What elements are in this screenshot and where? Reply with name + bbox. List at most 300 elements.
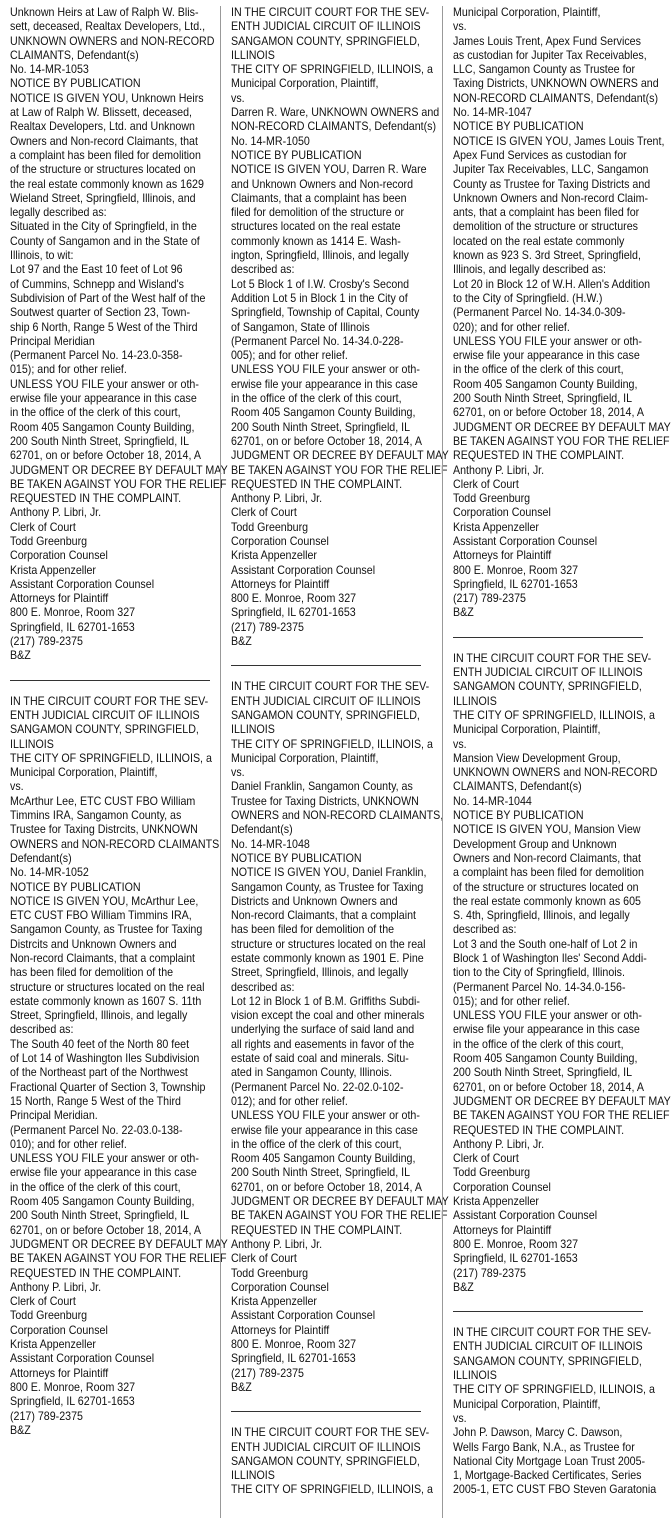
notice-line: JUDGMENT OR DECREE BY DEFAULT MAY: [231, 449, 449, 463]
notice-line: NOTICE IS GIVEN YOU, Unknown Heirs: [10, 91, 204, 105]
notice-line: Clerk of Court: [231, 506, 297, 520]
notice-line: Room 405 Sangamon County Building,: [231, 406, 416, 420]
notice-line: Anthony P. Libri, Jr.: [453, 1137, 545, 1151]
notice-line: Subdivision of Part of the West half of the: [10, 291, 206, 305]
notice-divider: [10, 680, 210, 681]
notice-line: (217) 789-2375: [10, 1409, 83, 1423]
notice-line: to the City of Springfield. (H.W.): [453, 291, 603, 305]
notice-line: No. 14-MR-1048: [231, 837, 310, 851]
notice-line: NON-RECORD CLAIMANTS, Defendant(s): [231, 120, 437, 134]
notice-line: ship 6 North, Range 5 West of the Third: [10, 320, 198, 334]
notice-line: of Sangamon, State of Illinois: [231, 320, 370, 334]
notice-line: Anthony P. Libri, Jr.: [10, 1280, 102, 1294]
notice-line: ILLINOIS: [10, 737, 54, 751]
notice-line: Attorneys for Plaintiff: [231, 1323, 330, 1337]
notice-line: in the office of the clerk of this court,: [10, 1180, 181, 1194]
notice-line: Todd Greenburg: [231, 1266, 309, 1280]
notice-line: of the Northeast part of the Northwest: [10, 1066, 188, 1080]
notice-line: JUDGMENT OR DECREE BY DEFAULT MAY: [10, 463, 228, 477]
notice-line: 1, Mortgage-Backed Certificates, Series: [453, 1469, 642, 1483]
notice-line: No. 14-MR-1047: [453, 106, 532, 120]
notice-line: described as:: [231, 263, 295, 277]
notice-line: Claimants, that a complaint has been: [231, 191, 407, 205]
notice-line: Krista Appenzeller: [453, 520, 539, 534]
notice-line: tion to the City of Springfield, Illinois.: [453, 966, 625, 980]
notice-line: Districts and Unknown Owners and: [231, 894, 398, 908]
notice-line: IN THE CIRCUIT COURT FOR THE SEV-: [231, 6, 430, 19]
notice-line: Room 405 Sangamon County Building,: [453, 1052, 638, 1066]
notice-line: legally described as:: [10, 206, 107, 220]
notice-line: known as 923 S. 3rd Street, Springfield,: [453, 249, 641, 263]
notice-line: in the office of the clerk of this court,: [231, 392, 402, 406]
notice-line: ated in Sangamon County, Illinois.: [231, 1066, 393, 1080]
notice-line: JUDGMENT OR DECREE BY DEFAULT MAY: [453, 420, 671, 434]
notice-line: NOTICE BY PUBLICATION: [453, 809, 584, 823]
notice-line: NOTICE IS GIVEN YOU, McArthur Lee,: [10, 894, 199, 908]
notice-line: Principal Meridian: [10, 334, 95, 348]
notice-line: 800 E. Monroe, Room 327: [453, 1237, 579, 1251]
notice-line: erwise file your appearance in this case: [10, 392, 197, 406]
notice-line: McArthur Lee, ETC CUST FBO William: [10, 794, 196, 808]
notice-line: Sangamon County, as Trustee for Taxing: [10, 923, 203, 937]
notice-line: 012); and for other relief.: [231, 1094, 348, 1108]
notice-line: The South 40 feet of the North 80 feet: [10, 1037, 190, 1051]
notice-line: 62701, on or before October 18, 2014, A: [453, 406, 644, 420]
notice-line: Lot 12 in Block 1 of B.M. Griffiths Subdi-: [231, 994, 420, 1008]
notice-line: ILLINOIS: [231, 48, 275, 62]
notice-line: THE CITY OF SPRINGFIELD, ILLINOIS, a: [231, 737, 433, 751]
notice-line: Sangamon County, as Trustee for Taxing: [231, 880, 424, 894]
notice-line: B&Z: [453, 606, 474, 620]
notice-line: Apex Fund Services as custodian for: [453, 148, 627, 162]
notice-line: ILLINOIS: [453, 694, 497, 708]
notice-line: Anthony P. Libri, Jr.: [231, 492, 323, 506]
notice-line: ILLINOIS: [231, 1469, 275, 1483]
notice-line: 005); and for other relief.: [231, 349, 348, 363]
notice-line: Anthony P. Libri, Jr.: [231, 1237, 323, 1251]
notice-line: Attorneys for Plaintiff: [231, 577, 330, 591]
notice-line: NON-RECORD CLAIMANTS, Defendant(s): [453, 91, 659, 105]
notice-line: Attorneys for Plaintiff: [453, 1223, 552, 1237]
notice-line: Defendant(s): [231, 823, 293, 837]
notice-line: ENTH JUDICIAL CIRCUIT OF ILLINOIS: [231, 1440, 421, 1454]
notice-line: 800 E. Monroe, Room 327: [10, 606, 136, 620]
notice-line: Unknown Owners and Non-record Claim-: [453, 191, 649, 205]
notice-line: Wieland Street, Springfield, Illinois, and: [10, 191, 196, 205]
notice-line: filed for demolition of the structure or: [231, 206, 405, 220]
notice-line: ENTH JUDICIAL CIRCUIT OF ILLINOIS: [231, 20, 421, 34]
notice-line: S. 4th, Springfield, Illinois, and legally: [453, 909, 630, 923]
legal-notice: [231, 680, 449, 1395]
notice-line: Springfield, IL 62701-1653: [231, 1352, 356, 1366]
notice-line: vs.: [453, 20, 467, 34]
notice-line: the real estate commonly known as 1629: [10, 177, 204, 191]
notice-line: UNKNOWN OWNERS and NON-RECORD: [10, 34, 215, 48]
notice-line: Lot 5 Block 1 of I.W. Crosby's Second: [231, 277, 410, 291]
notice-line: Unknown Heirs at Law of Ralph W. Blis-: [10, 6, 199, 19]
notice-line: Assistant Corporation Counsel: [231, 563, 376, 577]
notice-line: a complaint has been filed for demolition: [10, 148, 201, 162]
notice-line: (Permanent Parcel No. 22-02.0-102-: [231, 1080, 404, 1094]
notice-line: Springfield, IL 62701-1653: [10, 1395, 135, 1409]
notice-line: Owners and Non-record Claimants, that: [453, 851, 641, 865]
notice-line: 200 South Ninth Street, Springfield, IL: [453, 392, 633, 406]
notice-line: has been filed for demolition of the: [231, 923, 395, 937]
notice-line: ENTH JUDICIAL CIRCUIT OF ILLINOIS: [453, 1340, 643, 1354]
notice-line: THE CITY OF SPRINGFIELD, ILLINOIS, a: [231, 1483, 433, 1497]
notice-line: erwise file your appearance in this case: [231, 377, 418, 391]
notice-line: Taxing Districts, UNKNOWN OWNERS and: [453, 77, 659, 91]
notice-line: Development Group and Unknown: [453, 837, 617, 851]
notice-line: UNKNOWN OWNERS and NON-RECORD: [453, 766, 658, 780]
notice-line: NOTICE IS GIVEN YOU, Darren R. Ware: [231, 163, 427, 177]
notice-line: Assistant Corporation Counsel: [453, 1209, 598, 1223]
notice-line: Assistant Corporation Counsel: [10, 1352, 155, 1366]
notice-line: UNLESS YOU FILE your answer or oth-: [231, 1109, 420, 1123]
notice-line: Trustee for Taxing Distrcits, UNKNOWN: [10, 823, 198, 837]
notice-line: Illinois, to wit:: [10, 249, 74, 263]
notice-line: UNLESS YOU FILE your answer or oth-: [10, 377, 199, 391]
notice-line: erwise file your appearance in this case: [453, 349, 640, 363]
notice-line: Soutwest quarter of Section 23, Town-: [10, 306, 191, 320]
notice-line: Room 405 Sangamon County Building,: [10, 420, 195, 434]
notice-line: Todd Greenburg: [453, 1166, 531, 1180]
notice-line: NOTICE IS GIVEN YOU, James Louis Trent,: [453, 134, 665, 148]
notice-line: Todd Greenburg: [10, 534, 88, 548]
notice-line: BE TAKEN AGAINST YOU FOR THE RELIEF: [10, 477, 227, 491]
notice-line: REQUESTED IN THE COMPLAINT.: [10, 1266, 182, 1280]
notice-line: Clerk of Court: [453, 477, 519, 491]
notice-line: Room 405 Sangamon County Building,: [231, 1152, 416, 1166]
notice-line: SANGAMON COUNTY, SPRINGFIELD,: [453, 1354, 642, 1368]
notice-line: Springfield, IL 62701-1653: [231, 606, 356, 620]
notice-line: SANGAMON COUNTY, SPRINGFIELD,: [453, 680, 642, 694]
notice-line: Addition Lot 5 in Block 1 in the City of: [231, 291, 408, 305]
notice-line: sett, deceased, Realtax Developers, Ltd.,: [10, 20, 206, 34]
notice-line: No. 14-MR-1050: [231, 134, 310, 148]
notice-line: described as:: [231, 980, 295, 994]
notice-line: B&Z: [231, 635, 252, 649]
notice-line: County as Trustee for Taxing Districts and: [453, 177, 651, 191]
notice-line: vision except the coal and other minerals: [231, 1009, 425, 1023]
notice-line: UNLESS YOU FILE your answer or oth-: [10, 1152, 199, 1166]
notice-line: Springfield, IL 62701-1653: [453, 1252, 578, 1266]
notice-line: B&Z: [10, 649, 31, 663]
notice-line: James Louis Trent, Apex Fund Services: [453, 34, 641, 48]
notice-line: described as:: [10, 1023, 74, 1037]
notice-line: IN THE CIRCUIT COURT FOR THE SEV-: [10, 694, 209, 708]
notice-line: structures located on the real estate: [231, 220, 401, 234]
notice-line: in the office of the clerk of this court,: [453, 1037, 624, 1051]
notice-line: (Permanent Parcel No. 14-34.0-228-: [231, 334, 404, 348]
notice-line: a complaint has been filed for demolition: [453, 866, 644, 880]
notice-line: THE CITY OF SPRINGFIELD, ILLINOIS, a: [453, 708, 655, 722]
legal-notice: [453, 651, 671, 1295]
notice-line: (217) 789-2375: [231, 620, 304, 634]
notice-line: Municipal Corporation, Plaintiff,: [453, 723, 601, 737]
notice-line: Room 405 Sangamon County Building,: [10, 1195, 195, 1209]
notice-line: of the structure or structures located on: [10, 163, 196, 177]
notice-line: Attorneys for Plaintiff: [10, 592, 109, 606]
legal-notice: [10, 694, 228, 1438]
notice-line: B&Z: [453, 1280, 474, 1294]
notice-line: Todd Greenburg: [231, 520, 309, 534]
notice-line: BE TAKEN AGAINST YOU FOR THE RELIEF: [231, 463, 448, 477]
notice-line: Illinois, and legally described as:: [453, 263, 606, 277]
notice-line: described as:: [453, 923, 517, 937]
notice-line: 020); and for other relief.: [453, 320, 570, 334]
notice-line: Corporation Counsel: [10, 1323, 108, 1337]
notice-line: Realtax Developers, Ltd. and Unknown: [10, 120, 195, 134]
notice-line: 62701, on or before October 18, 2014, A: [231, 434, 422, 448]
notice-line: 15 North, Range 5 West of the Third: [10, 1094, 181, 1108]
notice-line: OWNERS and NON-RECORD CLAIMANTS,: [231, 809, 444, 823]
notice-line: located on the real estate commonly: [453, 234, 625, 248]
notice-line: Assistant Corporation Counsel: [453, 534, 598, 548]
notice-line: structure or structures located on the real: [231, 937, 426, 951]
notice-line: 200 South Ninth Street, Springfield, IL: [453, 1066, 633, 1080]
notice-line: Defendant(s): [10, 851, 72, 865]
notice-line: Corporation Counsel: [231, 534, 329, 548]
notice-line: (217) 789-2375: [453, 1266, 526, 1280]
notice-line: Room 405 Sangamon County Building,: [453, 377, 638, 391]
notice-line: Springfield, Township of Capital, County: [231, 306, 420, 320]
notice-line: SANGAMON COUNTY, SPRINGFIELD,: [10, 723, 199, 737]
notice-line: B&Z: [10, 1423, 31, 1437]
notice-line: vs.: [231, 766, 245, 780]
notice-line: Clerk of Court: [453, 1152, 519, 1166]
notice-line: ILLINOIS: [231, 723, 275, 737]
notice-line: at Law of Ralph W. Blissett, deceased,: [10, 106, 193, 120]
notice-line: Street, Springfield, Illinois, and legally: [231, 966, 409, 980]
notice-line: UNLESS YOU FILE your answer or oth-: [453, 334, 642, 348]
notice-line: THE CITY OF SPRINGFIELD, ILLINOIS, a: [231, 63, 433, 77]
notice-line: 200 South Ninth Street, Springfield, IL: [231, 420, 411, 434]
notice-line: Clerk of Court: [10, 1295, 76, 1309]
notice-line: Municipal Corporation, Plaintiff,: [453, 6, 601, 19]
notice-line: 015); and for other relief.: [10, 363, 127, 377]
notice-line: UNLESS YOU FILE your answer or oth-: [453, 1009, 642, 1023]
notice-line: in the office of the clerk of this court,: [10, 406, 181, 420]
notice-line: National City Mortgage Loan Trust 2005-: [453, 1454, 646, 1468]
notice-line: ants, that a complaint has been filed for: [453, 206, 640, 220]
notice-line: vs.: [453, 737, 467, 751]
notice-line: SANGAMON COUNTY, SPRINGFIELD,: [231, 708, 420, 722]
legal-notice: [10, 6, 228, 664]
notice-line: and Unknown Owners and Non-record: [231, 177, 414, 191]
notice-line: LLC, Sangamon County as Trustee for: [453, 63, 636, 77]
notice-line: Clerk of Court: [231, 1252, 297, 1266]
notice-line: Krista Appenzeller: [231, 1295, 317, 1309]
notice-line: Krista Appenzeller: [453, 1195, 539, 1209]
notice-line: IN THE CIRCUIT COURT FOR THE SEV-: [231, 1426, 430, 1440]
notice-line: BE TAKEN AGAINST YOU FOR THE RELIEF: [10, 1252, 227, 1266]
notice-line: Owners and Non-record Claimants, that: [10, 134, 198, 148]
notice-line: Lot 97 and the East 10 feet of Lot 96: [10, 263, 183, 277]
notice-line: in the office of the clerk of this court,: [231, 1137, 402, 1151]
notice-line: Timmins IRA, Sangamon County, as: [10, 809, 182, 823]
legal-notice: [231, 6, 449, 649]
notice-divider: [453, 637, 643, 638]
notice-line: Krista Appenzeller: [10, 1338, 96, 1352]
notice-line: has been filed for demolition of the: [10, 966, 174, 980]
notice-line: estate commonly known as 1607 S. 11th: [10, 994, 202, 1008]
notice-line: Corporation Counsel: [10, 549, 108, 563]
notice-line: Attorneys for Plaintiff: [10, 1366, 109, 1380]
notice-line: Distrcits and Unknown Owners and: [10, 937, 177, 951]
notice-line: erwise file your appearance in this case: [10, 1166, 197, 1180]
notice-line: vs.: [231, 91, 245, 105]
notice-line: Wells Fargo Bank, N.A., as Trustee for: [453, 1440, 635, 1454]
notice-line: Municipal Corporation, Plaintiff,: [231, 751, 379, 765]
notice-line: NOTICE BY PUBLICATION: [10, 880, 141, 894]
notice-line: ENTH JUDICIAL CIRCUIT OF ILLINOIS: [231, 694, 421, 708]
notice-line: (Permanent Parcel No. 14-34.0-156-: [453, 980, 626, 994]
notice-line: (Permanent Parcel No. 22-03.0-138-: [10, 1123, 183, 1137]
notice-line: Lot 3 and the South one-half of Lot 2 in: [453, 937, 638, 951]
notice-line: in the office of the clerk of this court,: [453, 363, 624, 377]
notice-line: 200 South Ninth Street, Springfield, IL: [231, 1166, 411, 1180]
notice-line: BE TAKEN AGAINST YOU FOR THE RELIEF: [231, 1209, 448, 1223]
notice-line: Anthony P. Libri, Jr.: [453, 463, 545, 477]
notice-line: of the structure or structures located on: [453, 880, 639, 894]
notice-line: THE CITY OF SPRINGFIELD, ILLINOIS, a: [10, 751, 212, 765]
notice-line: Non-record Claimants, that a complaint: [10, 952, 195, 965]
notice-line: JUDGMENT OR DECREE BY DEFAULT MAY: [453, 1094, 671, 1108]
notice-line: 200 South Ninth Street, Springfield, IL: [10, 1209, 190, 1223]
notice-line: Attorneys for Plaintiff: [453, 549, 552, 563]
notice-line: Springfield, IL 62701-1653: [10, 620, 135, 634]
notice-line: SANGAMON COUNTY, SPRINGFIELD,: [231, 1454, 420, 1468]
notice-line: No. 14-MR-1052: [10, 866, 89, 880]
column-2: [220, 6, 449, 1518]
notice-line: 015); and for other relief.: [453, 994, 570, 1008]
notice-line: underlying the surface of said land and: [231, 1023, 415, 1037]
notice-line: Municipal Corporation, Plaintiff,: [453, 1397, 601, 1411]
notice-line: 62701, on or before October 18, 2014, A: [231, 1180, 422, 1194]
notice-line: demolition of the structure or structures: [453, 220, 638, 234]
notice-line: (217) 789-2375: [10, 635, 83, 649]
notice-line: BE TAKEN AGAINST YOU FOR THE RELIEF: [453, 1109, 670, 1123]
notice-line: JUDGMENT OR DECREE BY DEFAULT MAY: [10, 1237, 228, 1251]
notice-line: Krista Appenzeller: [10, 563, 96, 577]
column-1: [10, 6, 228, 1518]
notice-line: Anthony P. Libri, Jr.: [10, 506, 102, 520]
notice-line: 800 E. Monroe, Room 327: [231, 592, 357, 606]
notice-divider: [453, 1311, 643, 1312]
notice-line: the real estate commonly known as 605: [453, 894, 641, 908]
notice-line: Todd Greenburg: [453, 492, 531, 506]
notice-line: UNLESS YOU FILE your answer or oth-: [231, 363, 420, 377]
notice-line: IN THE CIRCUIT COURT FOR THE SEV-: [231, 680, 430, 694]
notice-line: Clerk of Court: [10, 520, 76, 534]
notice-line: CLAIMANTS, Defendant(s): [10, 48, 139, 62]
notice-line: 62701, on or before October 18, 2014, A: [10, 1223, 201, 1237]
notice-line: ILLINOIS: [453, 1369, 497, 1383]
notice-line: IN THE CIRCUIT COURT FOR THE SEV-: [453, 651, 652, 665]
notice-line: ENTH JUDICIAL CIRCUIT OF ILLINOIS: [453, 666, 643, 680]
notice-line: Krista Appenzeller: [231, 549, 317, 563]
notice-line: (Permanent Parcel No. 14-23.0-358-: [10, 349, 183, 363]
notice-line: 800 E. Monroe, Room 327: [453, 563, 579, 577]
notice-line: SANGAMON COUNTY, SPRINGFIELD,: [231, 34, 420, 48]
notice-line: 800 E. Monroe, Room 327: [10, 1380, 136, 1394]
notice-line: B&Z: [231, 1380, 252, 1394]
notice-line: estate commonly known as 1901 E. Pine: [231, 952, 424, 965]
notice-line: Daniel Franklin, Sangamon County, as: [231, 780, 413, 794]
notice-line: estate of said coal and minerals. Situ-: [231, 1052, 409, 1066]
notice-line: THE CITY OF SPRINGFIELD, ILLINOIS, a: [453, 1383, 655, 1397]
notice-line: John P. Dawson, Marcy C. Dawson,: [453, 1426, 623, 1440]
notice-line: Lot 20 in Block 12 of W.H. Allen's Addition: [453, 277, 651, 291]
notice-line: ington, Springfield, Illinois, and legally: [231, 249, 409, 263]
notice-line: Non-record Claimants, that a complaint: [231, 909, 416, 923]
notice-line: NOTICE BY PUBLICATION: [231, 851, 362, 865]
notice-line: vs.: [453, 1411, 467, 1425]
legal-notice: [453, 1326, 657, 1498]
notice-line: (217) 789-2375: [453, 592, 526, 606]
notice-line: Trustee for Taxing Districts, UNKNOWN: [231, 794, 419, 808]
notice-line: all rights and easements in favor of the: [231, 1037, 415, 1051]
notice-line: Block 1 of Washington Iles' Second Addi-: [453, 952, 647, 965]
notice-line: NOTICE IS GIVEN YOU, Mansion View: [453, 823, 641, 837]
notice-line: REQUESTED IN THE COMPLAINT.: [453, 1123, 625, 1137]
notice-line: Mansion View Development Group,: [453, 751, 621, 765]
legal-notice: [453, 6, 671, 621]
notice-line: erwise file your appearance in this case: [453, 1023, 640, 1037]
notice-line: No. 14-MR-1053: [10, 63, 89, 77]
notice-line: 62701, on or before October 18, 2014, A: [10, 449, 201, 463]
notice-line: IN THE CIRCUIT COURT FOR THE SEV-: [453, 1326, 652, 1340]
notice-line: NOTICE IS GIVEN YOU, Daniel Franklin,: [231, 866, 427, 880]
notice-line: Municipal Corporation, Plaintiff,: [231, 77, 379, 91]
notice-line: NOTICE BY PUBLICATION: [231, 148, 362, 162]
notice-line: No. 14-MR-1044: [453, 794, 532, 808]
notice-line: as custodian for Jupiter Tax Receivables,: [453, 48, 647, 62]
notice-line: Darren R. Ware, UNKNOWN OWNERS and: [231, 106, 440, 120]
notice-line: BE TAKEN AGAINST YOU FOR THE RELIEF: [453, 434, 670, 448]
notice-line: CLAIMANTS, Defendant(s): [453, 780, 582, 794]
notice-line: Assistant Corporation Counsel: [10, 577, 155, 591]
notice-line: ETC CUST FBO William Timmins IRA,: [10, 909, 192, 923]
notice-line: 2005-1, ETC CUST FBO Steven Garatonia: [453, 1483, 657, 1497]
notice-line: County of Sangamon and in the State of: [10, 234, 200, 248]
column-3: [442, 6, 671, 1518]
notice-line: Corporation Counsel: [453, 506, 551, 520]
notice-line: (217) 789-2375: [231, 1366, 304, 1380]
notice-line: NOTICE BY PUBLICATION: [453, 120, 584, 134]
notice-line: Corporation Counsel: [453, 1180, 551, 1194]
notice-line: Street, Springfield, Illinois, and legally: [10, 1009, 188, 1023]
notice-line: of Cummins, Schnepp and Wisland's: [10, 277, 184, 291]
notice-line: Springfield, IL 62701-1653: [453, 577, 578, 591]
notice-line: Jupiter Tax Receivables, LLC, Sangamon: [453, 163, 649, 177]
notice-line: 62701, on or before October 18, 2014, A: [453, 1080, 644, 1094]
notice-line: Principal Meridian.: [10, 1109, 98, 1123]
notice-line: Situated in the City of Springfield, in the: [10, 220, 197, 234]
notice-line: of Lot 14 of Washington Iles Subdivision: [10, 1052, 200, 1066]
notice-line: Todd Greenburg: [10, 1309, 88, 1323]
notice-line: Corporation Counsel: [231, 1280, 329, 1294]
notice-line: structure or structures located on the real: [10, 980, 205, 994]
notice-line: 200 South Ninth Street, Springfield, IL: [10, 434, 190, 448]
notice-line: REQUESTED IN THE COMPLAINT.: [453, 449, 625, 463]
notice-line: (Permanent Parcel No. 14-34.0-309-: [453, 306, 626, 320]
notice-line: Municipal Corporation, Plaintiff,: [10, 766, 158, 780]
notice-line: 010); and for other relief.: [10, 1137, 127, 1151]
notice-line: NOTICE BY PUBLICATION: [10, 77, 141, 91]
notice-line: Assistant Corporation Counsel: [231, 1309, 376, 1323]
